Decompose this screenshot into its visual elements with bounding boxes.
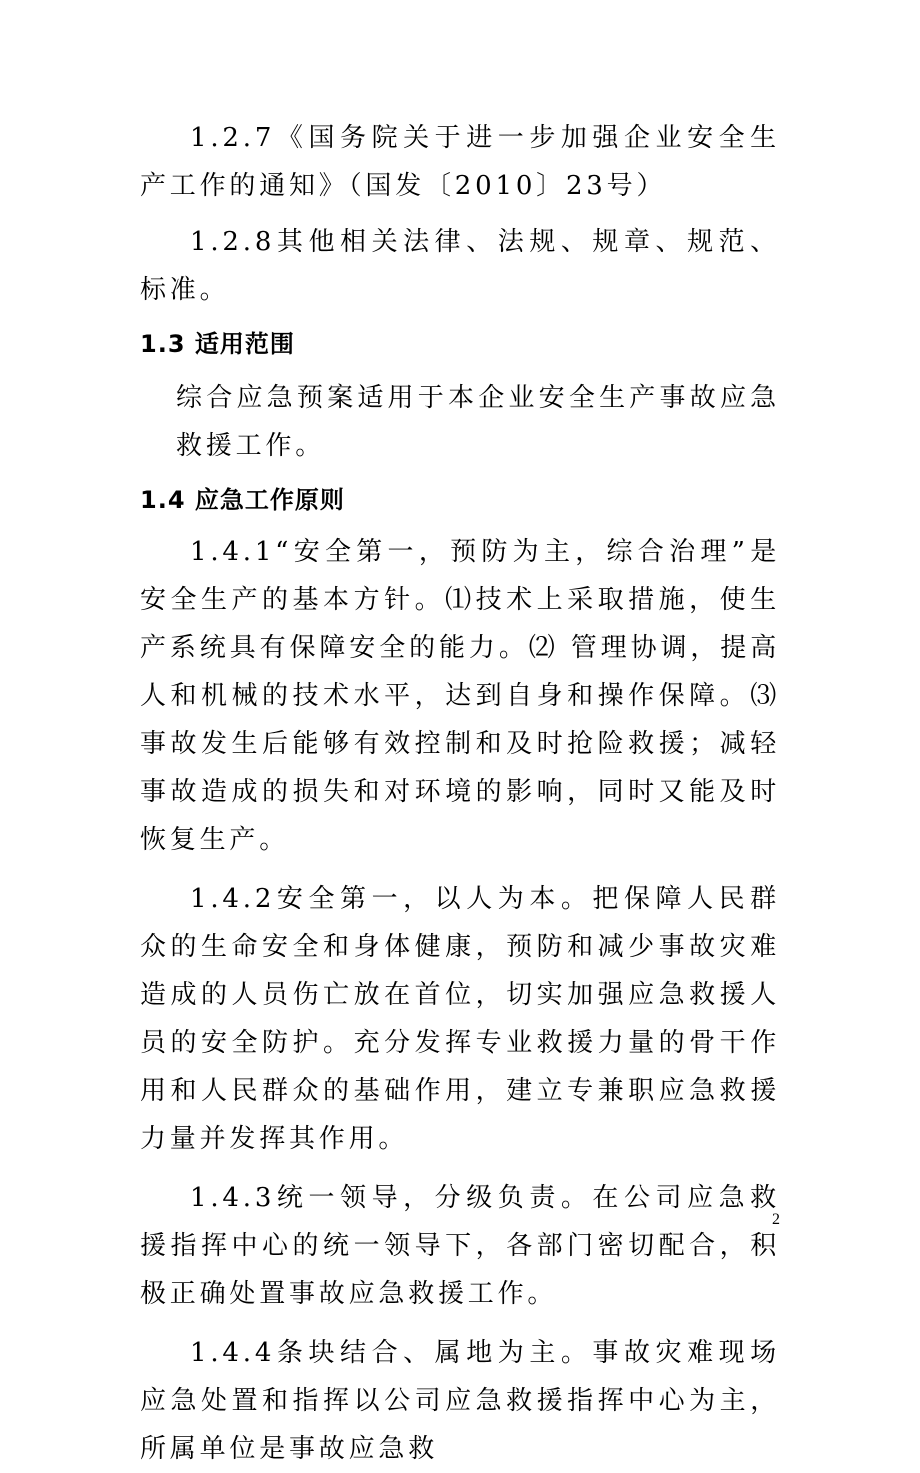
paragraph-1-4-3: 1.4.3统一领导，分级负责。在公司应急救援指挥中心的统一领导下，各部门密切配合，积极正确处置事故应急救援工作。	[140, 1183, 780, 1309]
paragraph-1-2-8: 1.2.8其他相关法律、法规、规章、规范、标准。	[140, 227, 780, 305]
section-heading-1-3: 1.3 适用范围	[140, 330, 295, 358]
paragraph-1-4-4: 1.4.4条块结合、属地为主。事故灾难现场应急处置和指挥以公司应急救援指挥中心为主，所属单位是事故应急救	[140, 1338, 780, 1464]
paragraph-scope: 综合应急预案适用于本企业安全生产事故应急救援工作。	[176, 383, 780, 461]
paragraph-1-4-2: 1.4.2安全第一，以人为本。把保障人民群众的生命安全和身体健康，预防和减少事故灾难造成的人员伤亡放在首位，切实加强应急救援人员的安全防护。充分发挥专业救援力量的骨干作用和人民群众的基础作用，建立专兼职应急救援力量并发挥其作用。	[140, 884, 780, 1154]
document-body	[140, 114, 780, 1473]
page-number: 2	[772, 1211, 780, 1228]
section-heading-1-4: 1.4 应急工作原则	[140, 486, 345, 514]
paragraph-1-4-1: 1.4.1“安全第一，预防为主，综合治理”是安全生产的基本方针。⑴技术上采取措施，使生产系统具有保障安全的能力。⑵ 管理协调，提高人和机械的技术水平，达到自身和操作保障。⑶事故发生后能够有效控制和及时抢险救援；减轻事故造成的损失和对环境的影响，同时又能及时恢复生产。	[140, 537, 780, 855]
paragraph-1-2-7: 1.2.7《国务院关于进一步加强企业安全生产工作的通知》（国发〔2010〕23号）	[140, 123, 780, 201]
